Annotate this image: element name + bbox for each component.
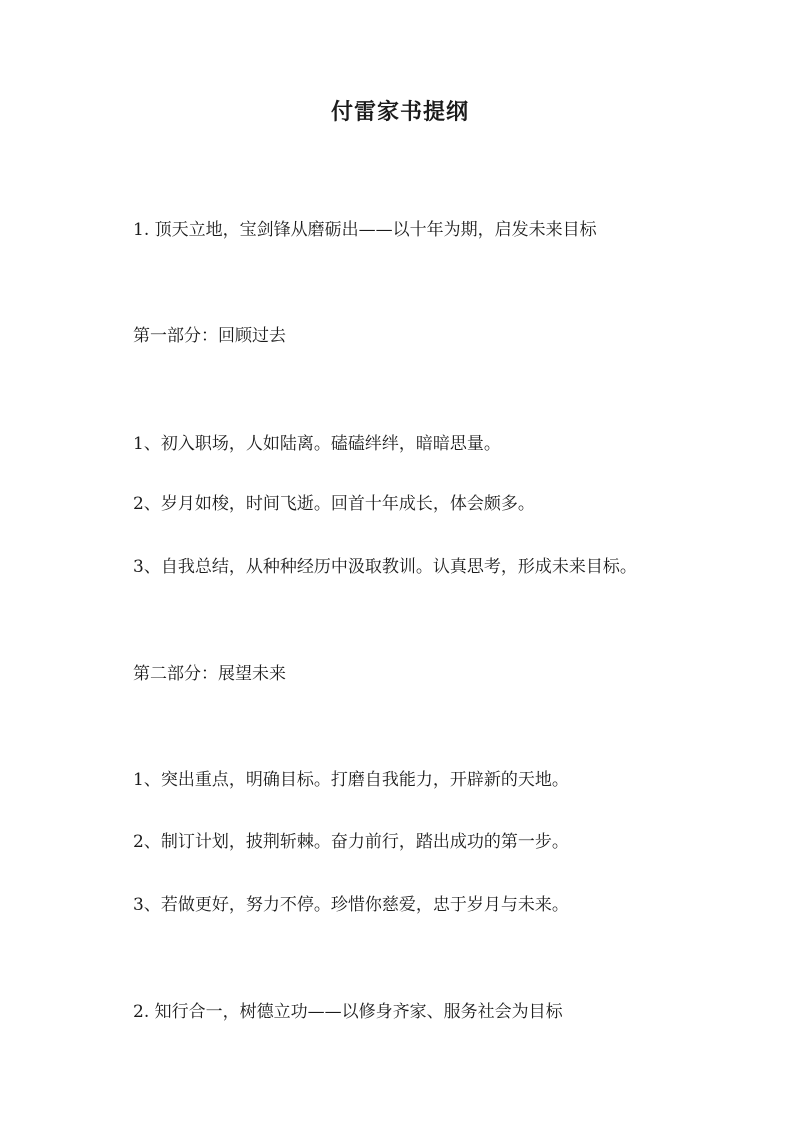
section-1-heading: 1. 顶天立地，宝剑锋从磨砺出——以十年为期，启发未来目标 (133, 220, 597, 240)
part-2-heading: 第二部分：展望未来 (133, 664, 286, 684)
part-1-item-3: 3、自我总结，从种种经历中汲取教训。认真思考，形成未来目标。 (133, 557, 637, 577)
part-2-item-2: 2、制订计划，披荆斩棘。奋力前行，踏出成功的第一步。 (133, 832, 569, 852)
part-1-item-1: 1、初入职场，人如陆离。磕磕绊绊，暗暗思量。 (133, 434, 501, 454)
part-1-heading: 第一部分：回顾过去 (133, 326, 286, 346)
part-2-item-1: 1、突出重点，明确目标。打磨自我能力，开辟新的天地。 (133, 770, 569, 790)
section-2-heading: 2. 知行合一，树德立功——以修身齐家、服务社会为目标 (133, 1002, 563, 1022)
part-1-item-2: 2、岁月如梭，时间飞逝。回首十年成长，体会颇多。 (133, 494, 535, 514)
document-title: 付雷家书提纲 (330, 99, 469, 125)
part-2-item-3: 3、若做更好，努力不停。珍惜你慈爱，忠于岁月与未来。 (133, 895, 569, 915)
